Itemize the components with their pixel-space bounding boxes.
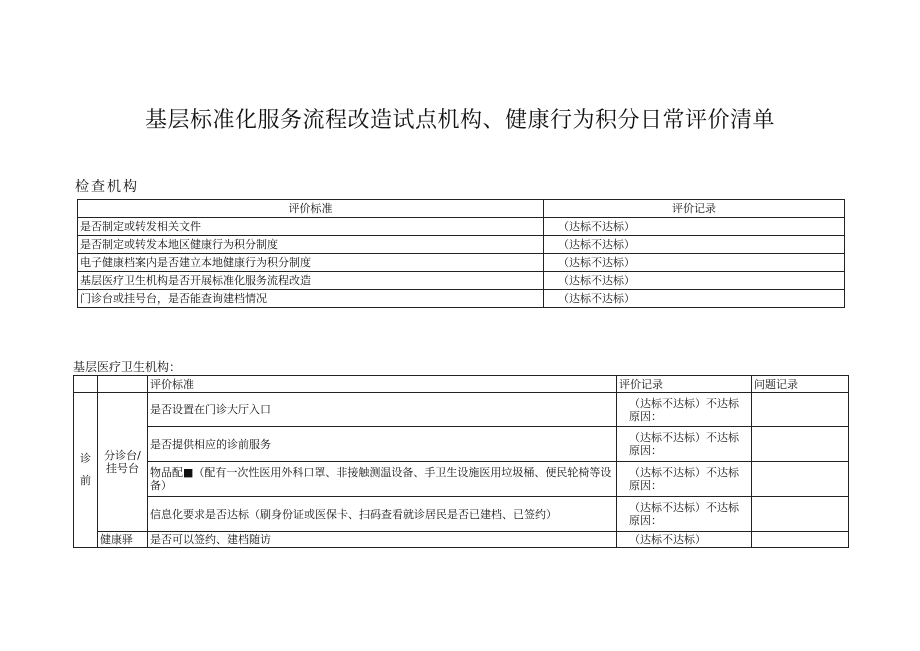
- table-row: [74, 497, 849, 532]
- issue-cell: [752, 427, 849, 462]
- criteria-cell: 信息化要求是否达标（刷身份证或医保卡、扫码查看就诊居民是否已建档、已签约）: [148, 497, 617, 532]
- table-row: [74, 532, 849, 548]
- record-cell: （达标不达标）不达标原因：: [617, 427, 752, 462]
- record-cell: （达标不达标）: [544, 272, 845, 290]
- subcategory-cell: 分诊台/挂号台: [98, 393, 148, 532]
- table-row: [78, 290, 845, 308]
- record-cell: （达标不达标）: [544, 218, 845, 236]
- criteria-cell: 基层医疗卫生机构是否开展标准化服务流程改造: [78, 272, 544, 290]
- page-title: 基层标准化服务流程改造试点机构、健康行为积分日常评价清单: [144, 108, 775, 133]
- section1-heading: 检查机构: [75, 179, 139, 195]
- criteria-cell: 门诊台或挂号台，是否能查询建档情况: [78, 290, 544, 308]
- table-header-row: [78, 200, 845, 218]
- issue-cell: [752, 462, 849, 497]
- record-header: 评价记录: [544, 200, 845, 218]
- table-header-row: [74, 376, 849, 393]
- header-blank-cell: [74, 376, 98, 393]
- issue-header: 问题记录: [752, 376, 849, 393]
- record-cell: （达标不达标）不达标原因：: [617, 393, 752, 427]
- inspection-table: [77, 199, 845, 308]
- record-cell: （达标不达标）: [544, 236, 845, 254]
- criteria-cell: 是否制定或转发相关文件: [78, 218, 544, 236]
- criteria-cell: 物品配■（配有一次性医用外科口罩、非接触测温设备、手卫生设施医用垃圾桶、便民轮椅等设备）: [148, 462, 617, 497]
- table-row: [78, 254, 845, 272]
- issue-cell: [752, 532, 849, 548]
- section2-heading: 基层医疗卫生机构：: [73, 360, 182, 374]
- criteria-cell: 电子健康档案内是否建立本地健康行为积分制度: [78, 254, 544, 272]
- table-row: [74, 462, 849, 497]
- header-blank-cell: [98, 376, 148, 393]
- table-row: [78, 236, 845, 254]
- criteria-cell: 是否制定或转发本地区健康行为积分制度: [78, 236, 544, 254]
- evaluation-table: [73, 375, 849, 548]
- record-cell: （达标不达标）: [544, 290, 845, 308]
- criteria-cell: 是否可以签约、建档随访: [148, 532, 617, 548]
- subcategory-cell: 健康驿: [98, 532, 148, 548]
- record-cell: （达标不达标）不达标原因：: [617, 497, 752, 532]
- record-cell: （达标不达标）不达标原因：: [617, 462, 752, 497]
- criteria-header: 评价标准: [78, 200, 544, 218]
- table-row: [74, 427, 849, 462]
- category-cell: [74, 393, 98, 548]
- table-row: [78, 272, 845, 290]
- criteria-header: 评价标准: [148, 376, 617, 393]
- criteria-cell: 是否设置在门诊大厅入口: [148, 393, 617, 427]
- record-cell: （达标不达标）: [544, 254, 845, 272]
- table-row: [78, 218, 845, 236]
- issue-cell: [752, 497, 849, 532]
- table-row: [74, 393, 849, 427]
- criteria-cell: 是否提供相应的诊前服务: [148, 427, 617, 462]
- category-label: 诊前: [80, 452, 91, 487]
- record-cell: （达标不达标）: [617, 532, 752, 548]
- issue-cell: [752, 393, 849, 427]
- record-header: 评价记录: [617, 376, 752, 393]
